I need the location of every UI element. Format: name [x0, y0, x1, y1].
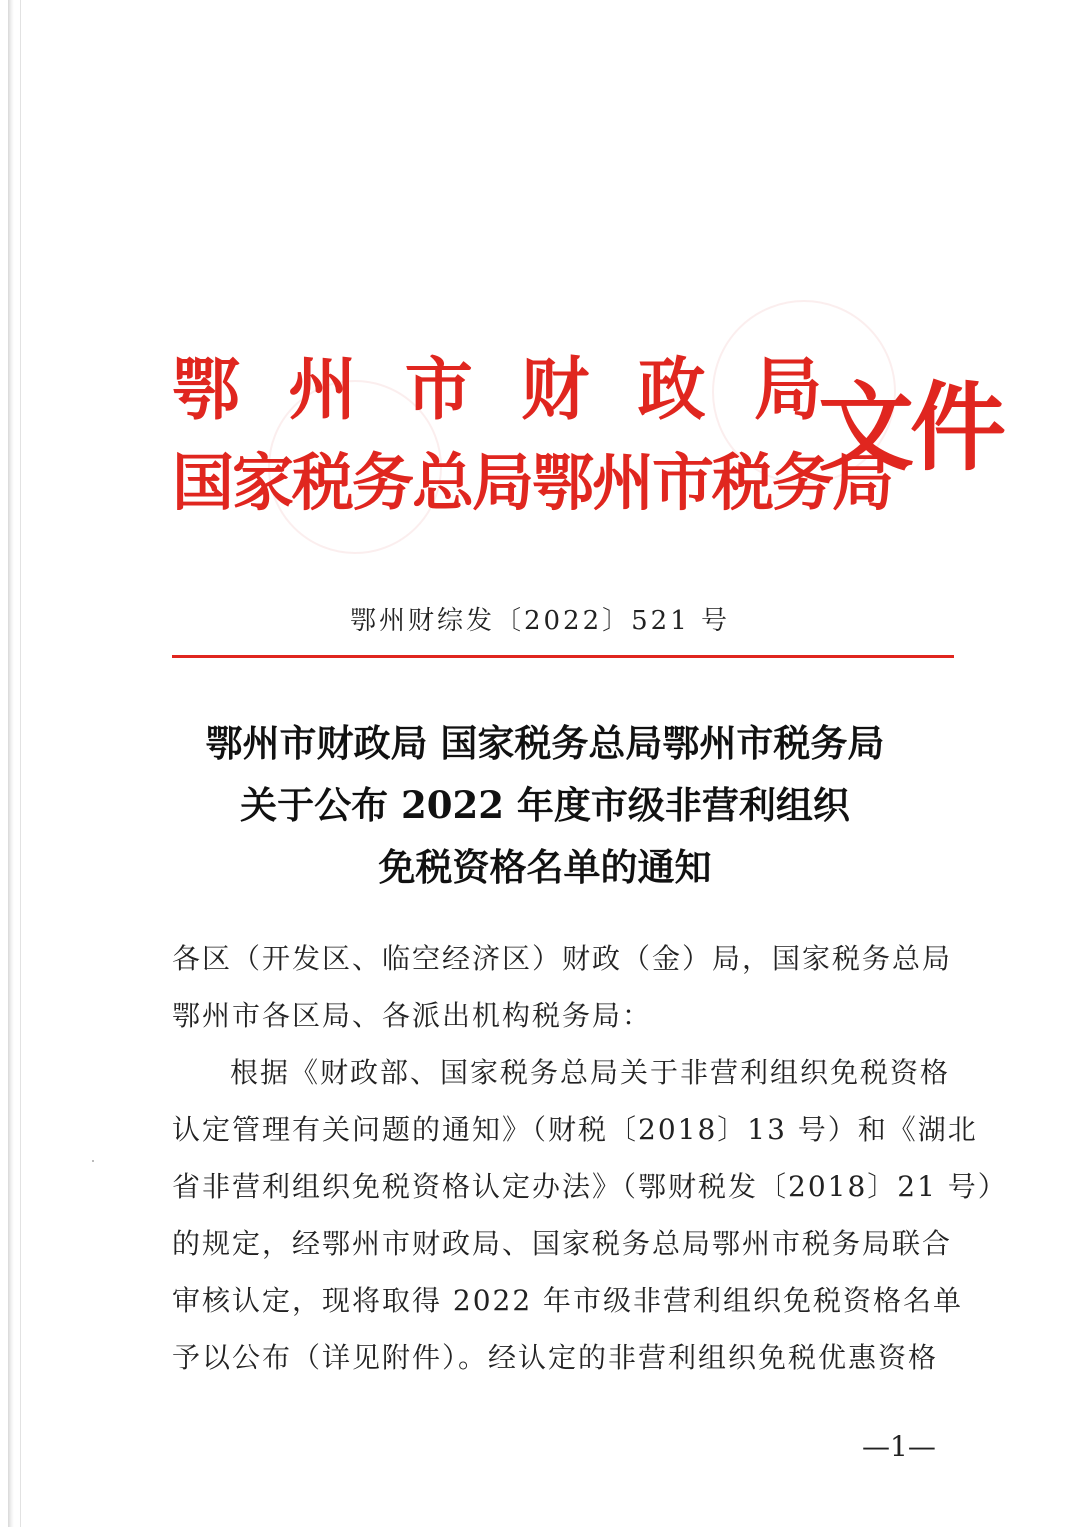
body-line: 的规定，经鄂州市财政局、国家税务总局鄂州市税务局联合 [172, 1227, 953, 1260]
scan-binding-edge [8, 0, 14, 1527]
document-body [172, 930, 1008, 1386]
issuer-char: 市 [404, 350, 473, 430]
document-title [110, 712, 980, 898]
page-number: —1— [862, 1430, 936, 1463]
issuer-char: 政 [637, 350, 706, 430]
body-line: 认定管理有关问题的通知》（财税〔2018〕13 号）和《湖北 [172, 1113, 978, 1146]
issuer-char: 州 [288, 350, 357, 430]
title-line-2: 关于公布 2022 年度市级非营利组织 [240, 783, 850, 827]
scan-edge-line [20, 0, 21, 1527]
body-line: 审核认定，现将取得 2022 年市级非营利组织免税资格名单 [172, 1284, 964, 1317]
body-line: 予以公布（详见附件）。经认定的非营利组织免税优惠资格 [172, 1341, 939, 1374]
issuer-char: 鄂 [172, 350, 241, 430]
document-number: 鄂州财综发〔2022〕521 号 [349, 606, 731, 636]
issuer-char: 局 [753, 350, 822, 430]
issuer-line-2: 国家税务总局鄂州市税务局 [172, 446, 893, 519]
title-line-3: 免税资格名单的通知 [378, 845, 712, 889]
body-line-paragraph-start: 根据《财政部、国家税务总局关于非营利组织免税资格 [230, 1056, 951, 1089]
title-line-1: 鄂州市财政局 国家税务总局鄂州市税务局 [205, 721, 885, 765]
scan-speck [92, 1160, 94, 1162]
body-line-addressee: 各区（开发区、临空经济区）财政（金）局，国家税务总局 [172, 942, 953, 975]
body-line: 省非营利组织免税资格认定办法》（鄂财税发〔2018〕21 号） [172, 1170, 1008, 1203]
body-line-addressee: 鄂州市各区局、各派出机构税务局： [172, 999, 653, 1032]
red-divider [172, 655, 954, 658]
issuer-char: 财 [521, 350, 590, 430]
issuer-document-label: 文件 [818, 371, 1002, 484]
issuer-line-1 [172, 345, 822, 435]
